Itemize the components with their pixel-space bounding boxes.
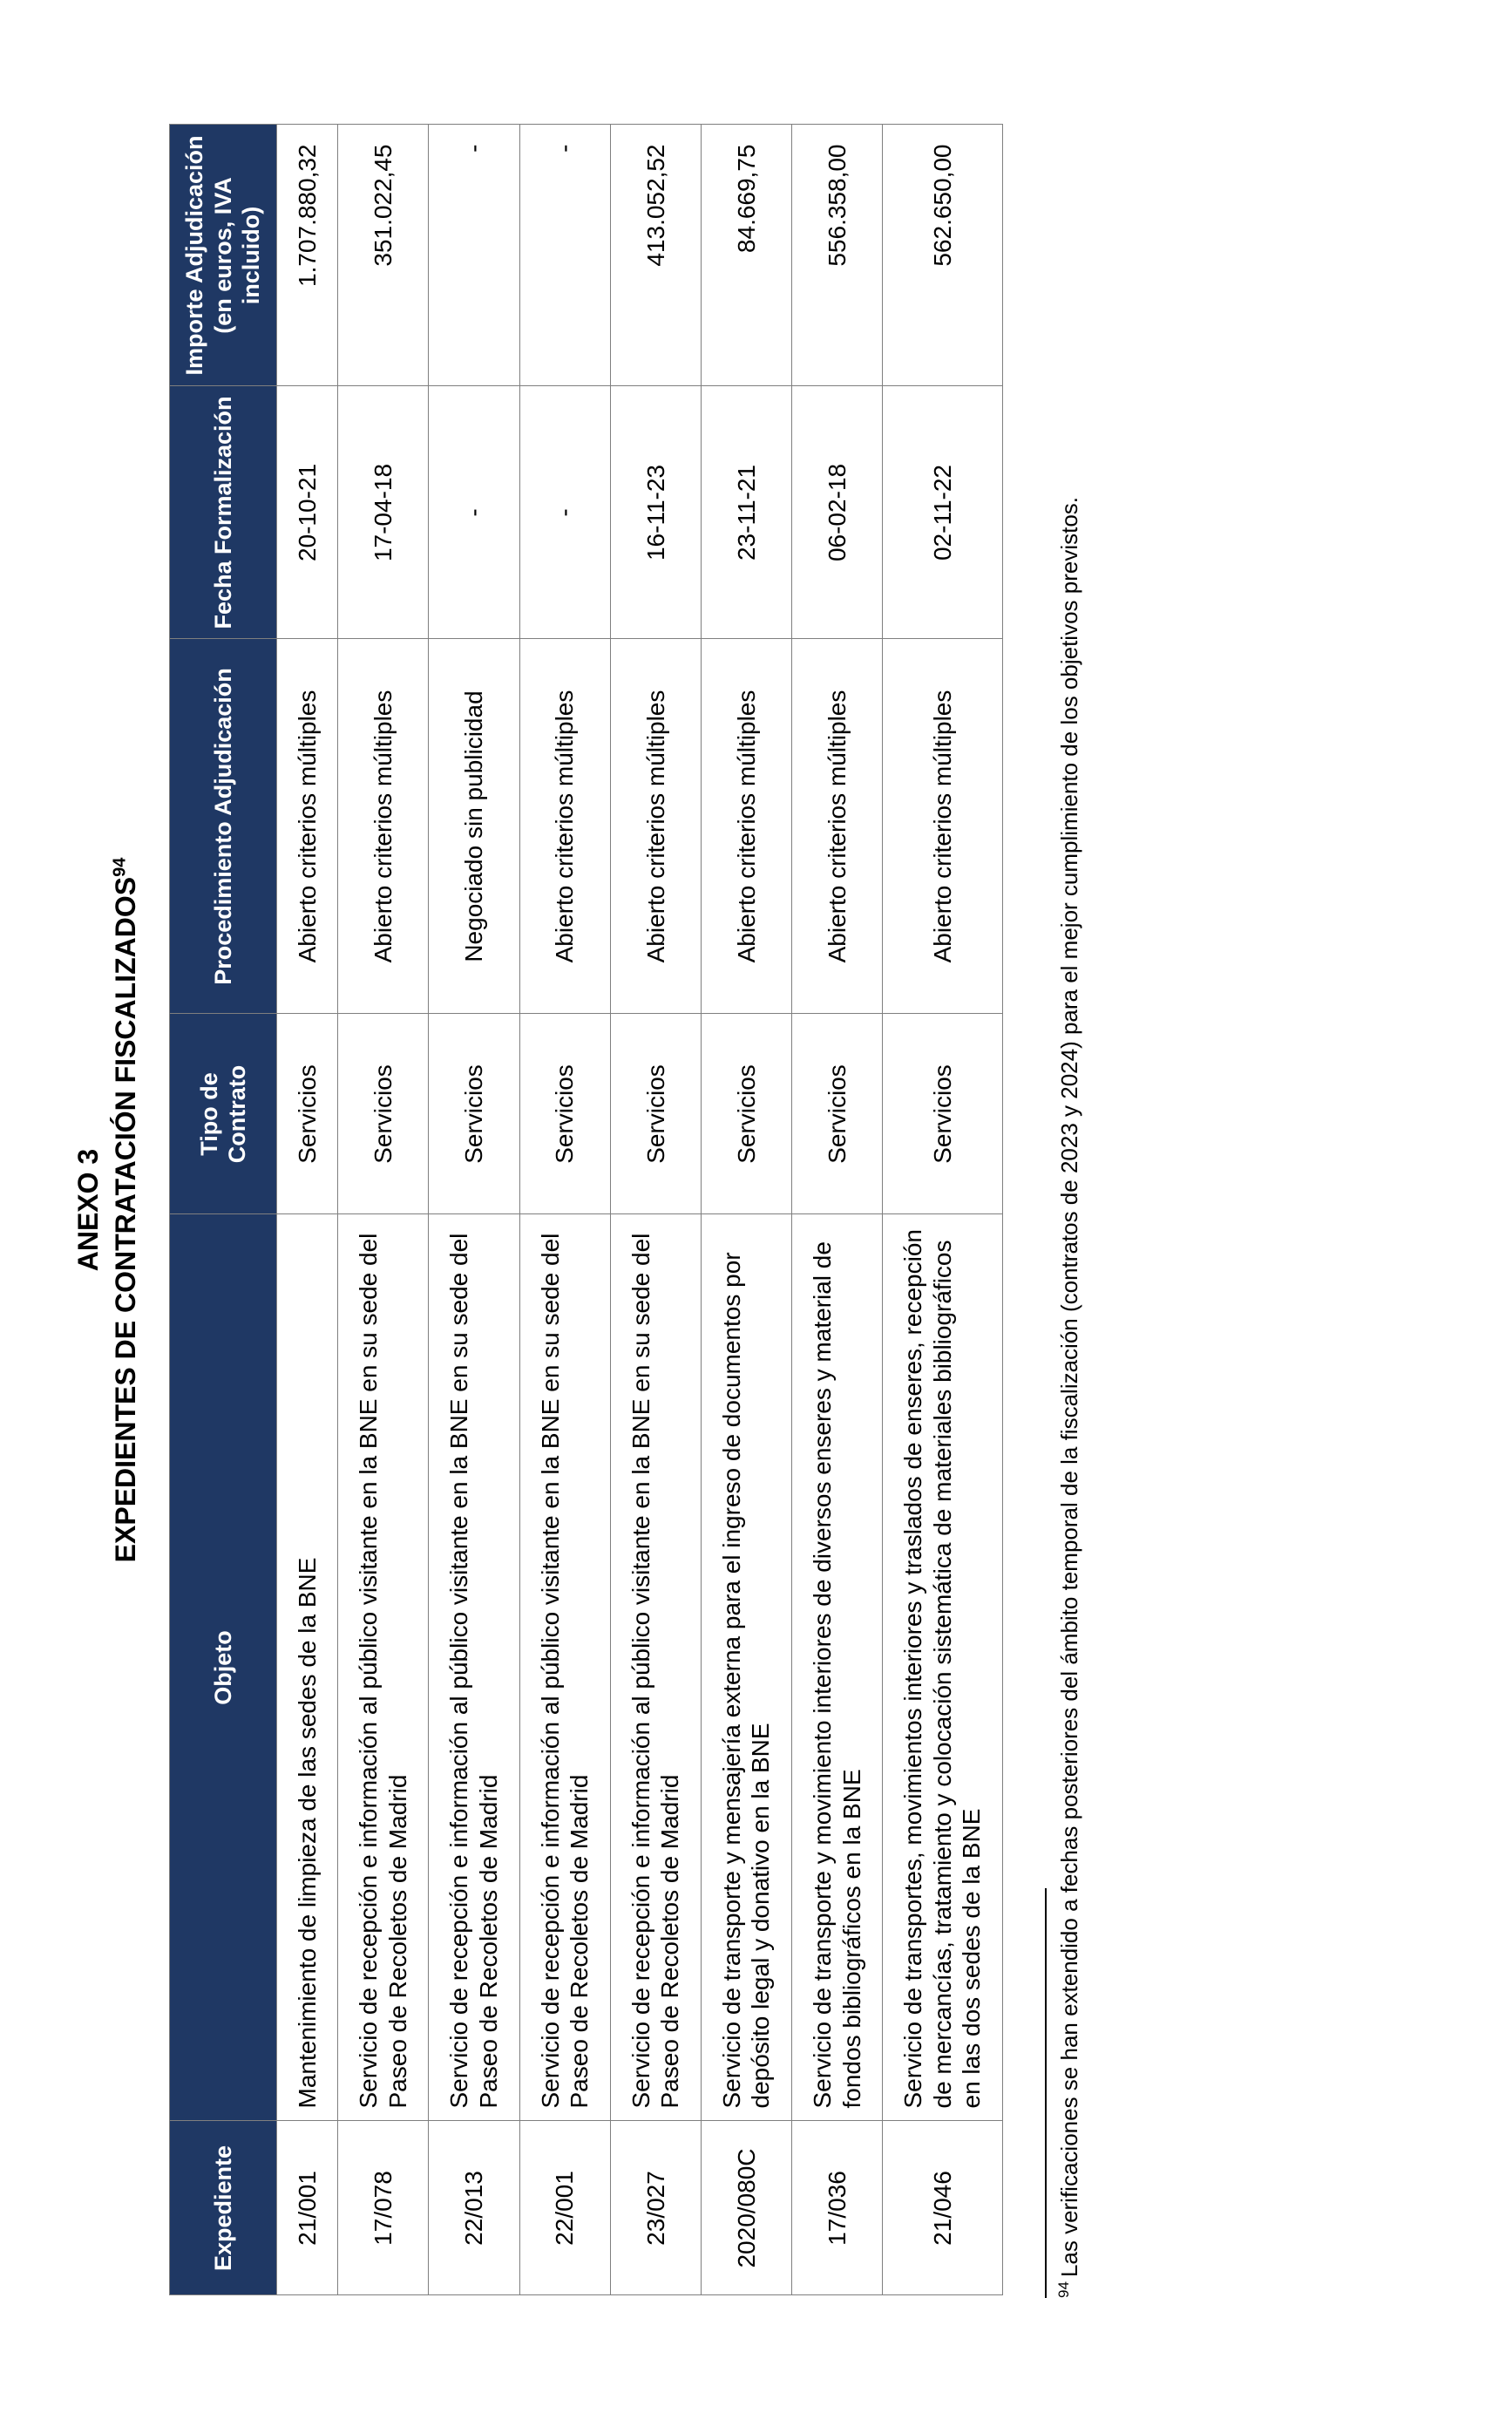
cell-procedimiento: Abierto criterios múltiples	[701, 639, 791, 1014]
table-body	[276, 125, 1003, 2295]
cell-importe: -	[429, 125, 519, 386]
column-header-expediente: Expediente	[170, 2121, 276, 2295]
page-title	[70, 122, 145, 2298]
cell-procedimiento: Abierto criterios múltiples	[338, 639, 429, 1014]
cell-expediente: 17/036	[792, 2121, 883, 2295]
cell-fecha: 23-11-21	[701, 386, 791, 639]
cell-fecha: 06-02-18	[792, 386, 883, 639]
cell-importe: 556.358,00	[792, 125, 883, 386]
cell-expediente: 22/013	[429, 2121, 519, 2295]
table-row	[519, 125, 610, 2295]
footnote-text: Las verificaciones se han extendido a fechas posteriores del ámbito temporal de la fiscalización (contratos de 2023 y 2024) para el mejor cumplimiento de los objetivos previstos.	[1056, 496, 1083, 2278]
cell-objeto: Mantenimiento de limpieza de las sedes de la BNE	[276, 1214, 338, 2121]
cell-procedimiento: Negociado sin publicidad	[429, 639, 519, 1014]
cell-expediente: 22/001	[519, 2121, 610, 2295]
cell-tipo-contrato: Servicios	[429, 1014, 519, 1214]
column-header-procedimiento: Procedimiento Adjudicación	[170, 639, 276, 1014]
footnote-ref: 94	[1055, 2281, 1073, 2298]
cell-objeto: Servicio de recepción e información al público visitante en la BNE en su sede del Paseo de Recoletos de Madrid	[610, 1214, 701, 2121]
cell-tipo-contrato: Servicios	[276, 1014, 338, 1214]
cell-fecha: 16-11-23	[610, 386, 701, 639]
table-header	[170, 125, 276, 2295]
cell-importe: 413.052,52	[610, 125, 701, 386]
footnote	[1055, 122, 1084, 2298]
cell-tipo-contrato: Servicios	[610, 1014, 701, 1214]
column-header-fecha: Fecha Formalización	[170, 386, 276, 639]
table-row	[429, 125, 519, 2295]
table-row	[883, 125, 1003, 2295]
cell-procedimiento: Abierto criterios múltiples	[883, 639, 1003, 1014]
cell-importe: -	[519, 125, 610, 386]
cell-objeto: Servicio de recepción e información al público visitante en la BNE en su sede del Paseo de Recoletos de Madrid	[338, 1214, 429, 2121]
cell-objeto: Servicio de transporte y mensajería externa para el ingreso de documentos por depósito legal y donativo en la BNE	[701, 1214, 791, 2121]
table-row	[276, 125, 338, 2295]
cell-tipo-contrato: Servicios	[701, 1014, 791, 1214]
contracts-table	[169, 125, 1003, 2296]
table-row	[701, 125, 791, 2295]
cell-tipo-contrato: Servicios	[883, 1014, 1003, 1214]
table-row	[338, 125, 429, 2295]
cell-procedimiento: Abierto criterios múltiples	[610, 639, 701, 1014]
column-header-tipo-contrato: Tipo de Contrato	[170, 1014, 276, 1214]
title-line-1	[70, 122, 107, 2298]
cell-fecha: 17-04-18	[338, 386, 429, 639]
cell-objeto: Servicio de recepción e información al público visitante en la BNE en su sede del Paseo de Recoletos de Madrid	[519, 1214, 610, 2121]
cell-procedimiento: Abierto criterios múltiples	[276, 639, 338, 1014]
cell-expediente: 17/078	[338, 2121, 429, 2295]
cell-fecha: 02-11-22	[883, 386, 1003, 639]
table-header-row	[170, 125, 276, 2295]
cell-expediente: 2020/080C	[701, 2121, 791, 2295]
cell-fecha: -	[429, 386, 519, 639]
cell-objeto: Servicio de transporte y movimiento interiores de diversos enseres y material de fondos bibliográficos en la BNE	[792, 1214, 883, 2121]
cell-expediente: 21/001	[276, 2121, 338, 2295]
cell-expediente: 23/027	[610, 2121, 701, 2295]
title-footnote-ref: 94	[110, 857, 130, 877]
cell-objeto: Servicio de recepción e información al público visitante en la BNE en su sede del Paseo de Recoletos de Madrid	[429, 1214, 519, 2121]
footnote-divider	[1045, 1888, 1047, 2298]
cell-procedimiento: Abierto criterios múltiples	[519, 639, 610, 1014]
cell-importe: 84.669,75	[701, 125, 791, 386]
cell-expediente: 21/046	[883, 2121, 1003, 2295]
cell-tipo-contrato: Servicios	[338, 1014, 429, 1214]
table-row	[792, 125, 883, 2295]
cell-objeto: Servicio de transportes, movimientos interiores y traslados de enseres, recepción de mercancías, tratamiento y colocación sistemática de materiales bibliográficos en las dos sedes de la BNE	[883, 1214, 1003, 2121]
cell-tipo-contrato: Servicios	[792, 1014, 883, 1214]
title-line-1-text: ANEXO 3	[72, 1148, 104, 1272]
column-header-objeto: Objeto	[170, 1214, 276, 2121]
column-header-importe: Importe Adjudicación (en euros, IVA incluido)	[170, 125, 276, 386]
title-line-2	[107, 122, 145, 2298]
cell-importe: 351.022,45	[338, 125, 429, 386]
title-line-2-text: EXPEDIENTES DE CONTRATACIÓN FISCALIZADOS	[110, 876, 142, 1563]
cell-fecha: 20-10-21	[276, 386, 338, 639]
cell-fecha: -	[519, 386, 610, 639]
cell-procedimiento: Abierto criterios múltiples	[792, 639, 883, 1014]
cell-importe: 562.650,00	[883, 125, 1003, 386]
cell-importe: 1.707.880,32	[276, 125, 338, 386]
cell-tipo-contrato: Servicios	[519, 1014, 610, 1214]
table-row	[610, 125, 701, 2295]
